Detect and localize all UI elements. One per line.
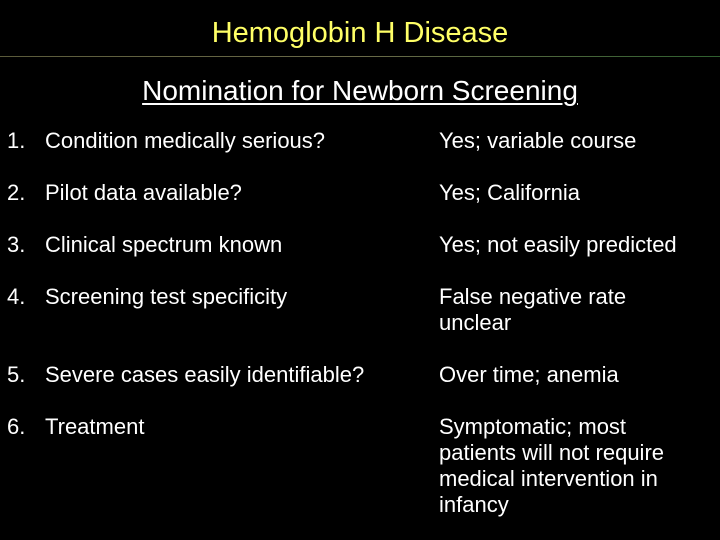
row-number: 3.	[7, 232, 26, 257]
row-criterion: Screening test specificity	[45, 284, 288, 309]
row-number: 4.	[7, 284, 26, 309]
row-answer: False negative rate unclear	[439, 284, 627, 335]
row-answer: Yes; not easily predicted	[439, 232, 677, 257]
row-number: 2.	[7, 180, 26, 205]
title-divider	[0, 56, 720, 57]
row-number: 5.	[7, 362, 26, 387]
row-criterion: Severe cases easily identifiable?	[45, 362, 365, 387]
row-answer: Symptomatic; most patients will not require medical intervention in infancy	[439, 414, 665, 517]
row-number: 6.	[7, 414, 26, 439]
row-answer: Over time; anemia	[439, 362, 619, 387]
row-criterion: Pilot data available?	[45, 180, 242, 205]
row-criterion: Condition medically serious?	[45, 128, 326, 153]
row-number: 1.	[7, 128, 26, 153]
row-criterion: Treatment	[45, 414, 145, 439]
row-answer: Yes; California	[439, 180, 581, 205]
row-criterion: Clinical spectrum known	[45, 232, 283, 257]
slide-subtitle: Nomination for Newborn Screening	[142, 75, 578, 106]
row-answer: Yes; variable course	[439, 128, 637, 153]
slide-title: Hemoglobin H Disease	[211, 17, 509, 49]
